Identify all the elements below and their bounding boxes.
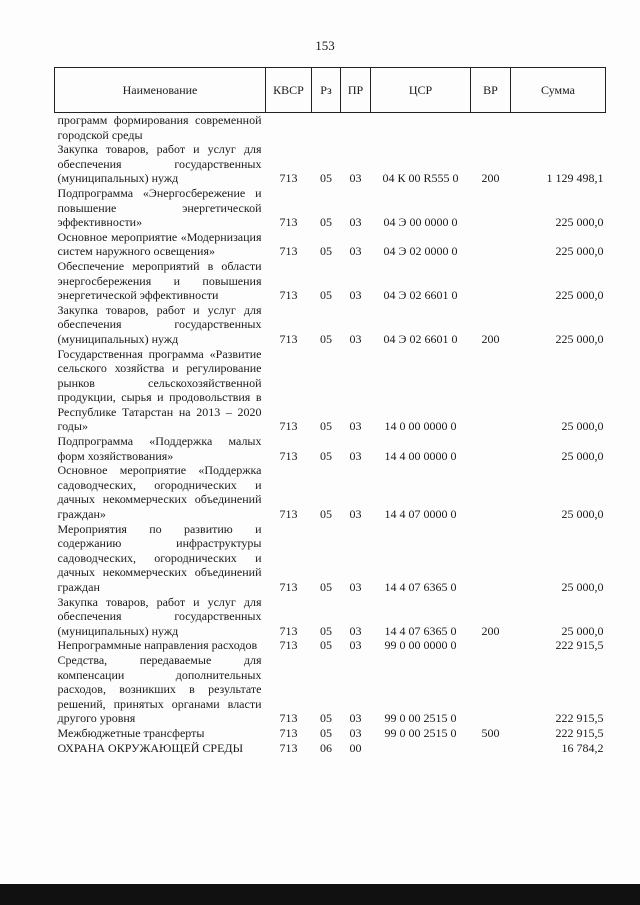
- row-name: Закупка товаров, работ и услуг для обеспечения государственных (муниципальных) нужд: [57, 142, 262, 186]
- row-sum: [511, 113, 606, 143]
- table-row: [55, 463, 606, 521]
- row-vr: [471, 522, 511, 595]
- header-name: Наименование: [55, 68, 266, 113]
- table-row: [55, 595, 606, 639]
- row-kvsr: 713: [279, 711, 298, 726]
- row-pr: 03: [349, 507, 362, 522]
- row-rz: [312, 113, 341, 143]
- row-vr: 200: [481, 171, 500, 186]
- table-row: [55, 186, 606, 230]
- row-csr: [371, 741, 471, 756]
- row-kvsr: 713: [279, 740, 298, 755]
- row-kvsr: 713: [279, 288, 298, 303]
- row-rz: 05: [320, 215, 332, 230]
- table-row: [55, 142, 606, 186]
- row-vr: [471, 230, 511, 259]
- row-kvsr: 713: [279, 244, 298, 259]
- row-rz: 05: [320, 244, 332, 259]
- row-rz: 06: [320, 740, 332, 755]
- row-pr: 03: [349, 244, 362, 259]
- row-pr: 03: [349, 288, 362, 303]
- row-pr: 03: [349, 171, 362, 186]
- row-vr: [471, 347, 511, 435]
- row-name: ОХРАНА ОКРУЖАЮЩЕЙ СРЕДЫ: [57, 740, 244, 755]
- row-csr: 14 0 00 0000 0: [384, 419, 457, 434]
- row-sum: 25 000,0: [561, 419, 604, 434]
- row-name: Государственная программа «Развитие сельского хозяйства и регулирование рынков сельскохозяйственной продукции, сырья и продовольствия в Республике Татарстан на 2013 – 2020 годы»: [57, 346, 262, 434]
- row-csr: 04 Э 02 0000 0: [383, 244, 458, 259]
- row-kvsr: 713: [279, 725, 298, 740]
- row-csr: 04 Э 00 0000 0: [383, 215, 458, 230]
- row-name: Межбюджетные трансферты: [57, 725, 205, 740]
- table-row: [55, 259, 606, 303]
- row-csr: 14 4 07 6365 0: [384, 623, 457, 638]
- row-kvsr: 713: [279, 215, 298, 230]
- row-pr: 03: [349, 711, 362, 726]
- row-name: Мероприятия по развитию и содержанию инфраструктуры садоводческих, огороднических и дачных некоммерческих объединений граждан: [57, 521, 262, 594]
- row-pr: 03: [349, 580, 362, 594]
- row-kvsr: 713: [279, 331, 298, 346]
- row-pr: 03: [349, 419, 362, 434]
- row-rz: 05: [320, 419, 332, 434]
- table-row: [55, 638, 606, 653]
- row-rz: 05: [320, 288, 332, 303]
- row-name: Средства, передаваемые для компенсации дополнительных расходов, возникших в результате решений, принятых органами власти другого уровня: [57, 652, 262, 726]
- row-vr: [471, 741, 511, 756]
- row-pr: 03: [349, 448, 362, 463]
- row-rz: 05: [320, 711, 332, 726]
- row-pr: 03: [349, 215, 362, 230]
- row-name: Подпрограмма «Поддержка малых форм хозяйствования»: [57, 434, 262, 463]
- row-vr: [471, 434, 511, 463]
- row-sum: 225 000,0: [555, 244, 604, 259]
- row-csr: 04 Э 02 6601 0: [383, 288, 458, 303]
- table-row: [55, 230, 606, 259]
- row-pr: [341, 113, 371, 143]
- row-vr: [471, 186, 511, 230]
- row-vr: [471, 463, 511, 521]
- row-name: Основное мероприятие «Модернизация систем наружного освещения»: [57, 229, 262, 259]
- row-sum: 225 000,0: [555, 288, 604, 303]
- header-vr: ВР: [471, 68, 511, 113]
- row-sum: 25 000,0: [561, 507, 604, 522]
- row-kvsr: [266, 113, 312, 143]
- row-vr: 200: [481, 331, 500, 346]
- table-header-row: [55, 68, 606, 113]
- row-sum: 225 000,0: [555, 215, 604, 230]
- row-name: Непрограммные направления расходов: [57, 638, 258, 653]
- row-csr: [371, 113, 471, 143]
- table-row: [55, 113, 606, 143]
- header-rz: Рз: [312, 68, 341, 113]
- row-csr: 04 Э 02 6601 0: [383, 331, 458, 346]
- row-sum: 222 915,5: [555, 638, 604, 653]
- row-rz: 05: [320, 638, 332, 653]
- table-row: [55, 434, 606, 463]
- header-kvsr: КВСР: [266, 68, 312, 113]
- row-vr: [471, 259, 511, 303]
- row-csr: 99 0 00 2515 0: [384, 711, 457, 726]
- row-rz: 05: [320, 331, 332, 346]
- table-row: [55, 653, 606, 726]
- row-rz: 05: [320, 580, 332, 594]
- budget-table: [54, 67, 606, 755]
- row-kvsr: 713: [279, 419, 298, 434]
- row-rz: 05: [320, 507, 332, 522]
- row-csr: 14 4 07 0000 0: [384, 507, 457, 522]
- row-name: Обеспечение мероприятий в области энергосбережения и повышения энергетической эффективности: [57, 258, 262, 303]
- row-sum: 1 129 498,1: [546, 171, 604, 186]
- row-kvsr: 713: [279, 580, 298, 594]
- row-vr: [471, 653, 511, 726]
- row-sum: 222 915,5: [555, 711, 604, 726]
- row-pr: 00: [349, 740, 362, 755]
- row-sum: 25 000,0: [561, 623, 604, 638]
- table-row: [55, 741, 606, 756]
- row-kvsr: 713: [279, 507, 298, 522]
- scan-bottom-edge: [0, 884, 640, 905]
- row-name: Закупка товаров, работ и услуг для обеспечения государственных (муниципальных) нужд: [57, 594, 262, 638]
- row-kvsr: 713: [279, 171, 298, 186]
- row-name: программ формирования современной городской среды: [57, 113, 262, 142]
- row-name: Закупка товаров, работ и услуг для обеспечения государственных (муниципальных) нужд: [57, 302, 262, 346]
- row-pr: 03: [349, 725, 362, 740]
- row-sum: 25 000,0: [561, 580, 604, 594]
- row-kvsr: 713: [279, 638, 298, 653]
- row-csr: 99 0 00 0000 0: [384, 638, 457, 653]
- row-csr: 14 4 07 6365 0: [384, 580, 457, 594]
- row-pr: 03: [349, 638, 362, 653]
- header-csr: ЦСР: [371, 68, 471, 113]
- row-sum: 225 000,0: [555, 331, 604, 346]
- row-kvsr: 713: [279, 448, 298, 463]
- row-csr: 14 4 00 0000 0: [384, 448, 457, 463]
- page-number: 153: [315, 38, 335, 53]
- row-vr: [471, 638, 511, 653]
- row-csr: 04 К 00 R555 0: [382, 171, 459, 186]
- row-sum: 25 000,0: [561, 448, 604, 463]
- row-name: Подпрограмма «Энергосбережение и повышение энергетической эффективности»: [57, 185, 262, 230]
- header-sum: Сумма: [511, 68, 606, 113]
- row-rz: 05: [320, 623, 332, 638]
- table-row: [55, 347, 606, 435]
- table-row: [55, 726, 606, 741]
- row-vr: 200: [481, 623, 500, 638]
- row-name: Основное мероприятие «Поддержка садоводческих, огороднических и дачных некоммерческих объединений граждан»: [57, 463, 262, 522]
- table-row: [55, 522, 606, 595]
- row-sum: 222 915,5: [555, 725, 604, 740]
- row-pr: 03: [349, 623, 362, 638]
- row-rz: 05: [320, 725, 332, 740]
- header-pr: ПР: [341, 68, 371, 113]
- table-body: [55, 113, 606, 756]
- row-vr: 500: [481, 725, 500, 740]
- row-vr: [471, 113, 511, 143]
- row-rz: 05: [320, 448, 332, 463]
- row-sum: 16 784,2: [561, 740, 604, 755]
- row-csr: 99 0 00 2515 0: [384, 725, 457, 740]
- row-kvsr: 713: [279, 623, 298, 638]
- row-pr: 03: [349, 331, 362, 346]
- row-rz: 05: [320, 171, 332, 186]
- table-row: [55, 303, 606, 347]
